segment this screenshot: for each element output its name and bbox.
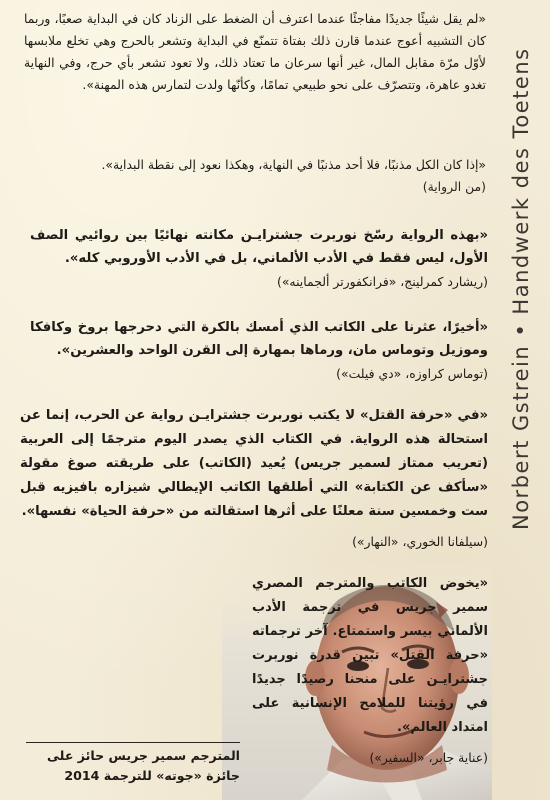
quote-text: «لم يقل شيئًا جديدًا مفاجئًا عندما اعترف أن الضغط على الزناد كان في البداية صعبًا، وربما كان التشبيه أعوج عندما قارن ذلك بفتاة تتمنّع في البداية وتشعر بالحرج وهي تخلع ملابسها لأوّل مرّة مقابل المال، غير أنها سرعان ما تعتاد ذلك، ولا تعود تشعر بأي حرج، وفي النهاية تغدو عاهرة، وتتصرّف على نحو طبيعي تمامًا، وكأنّها ولدت لتمارس هذه المهنة». [24,11,486,92]
award-line-2: جائزة «جوته» للترجمة 2014 [64,768,240,783]
quote-khoury [20,404,488,554]
quote-source: (من الرواية) [422,179,486,194]
quote-text: «أخيرًا، عثرنا على الكاتب الذي أمسك بالكرة التي دحرجها بروخ وكافكا وموزيل وتوماس مان، ورماها بمهارة إلى القرن الواحد والعشرين». [30,320,488,358]
quote-source: (ريشارد كمرلينج، «فرانكفورتر ألجماينه») [277,274,488,289]
quote-text: «إذا كان الكل مذنبًا، فلا أحد مذنبًا في النهاية، وهكذا نعود إلى نقطة البداية». [101,157,486,172]
quote-novel-excerpt [24,8,486,96]
quote-source: (توماس كراوزه، «دي فيلت») [336,366,488,381]
quote-text: «في «حرفة القتل» لا يكتب نوربرت جشترايـن رواية عن الحرب، إنما عن استحالة هذه الرواية. في الكتاب الذي يصدر اليوم مترجمًا إلى العربية (تعريب ممتاز لسمير جريس) يُعيد (الكاتب) على طريقته صوغ مقولة «سأكف عن الكتابة» التي أطلقها الكاتب الإيطالي شيزاره بافيزيه قبل ست وخمسين سنة معلنًا على أثرها استقالته من «حرفة الحياة» نفسها». [20,408,488,519]
quote-source: (سيلفانا الخوري، «النهار») [352,534,488,549]
quote-source: (عناية جابر، «السفير») [369,750,488,765]
quote-text: «يخوض الكاتب والمترجم المصري سمير جريس في ترجمة الأدب الألماني بيسر واستمتاع. آخر ترجماته «حرفة القتل» تبين قدرة نوربرت جشترايـن على منحنا رصيدًا جديدًا في رؤيتنا للملامح الإنسانية على امتداد العالم». [252,576,488,735]
spine-author-title: Norbert Gstrein • Handwerk des Toetens [509,47,533,531]
quote-krause [30,316,488,385]
quote-novel-excerpt-tail [24,154,486,198]
quote-kaemmerling [30,224,488,293]
quote-jaber [252,572,488,770]
quote-text: «بهذه الرواية رسّخ نوربرت جشترايـن مكانته نهائيًا بين روائيي الصف الأول، ليس فقط في الأدب الألماني، بل في الأدب الأوروبي كله». [30,228,488,266]
award-line-1: المترجم سمير جريس حائز على [46,748,240,763]
translator-award-note [26,742,240,786]
